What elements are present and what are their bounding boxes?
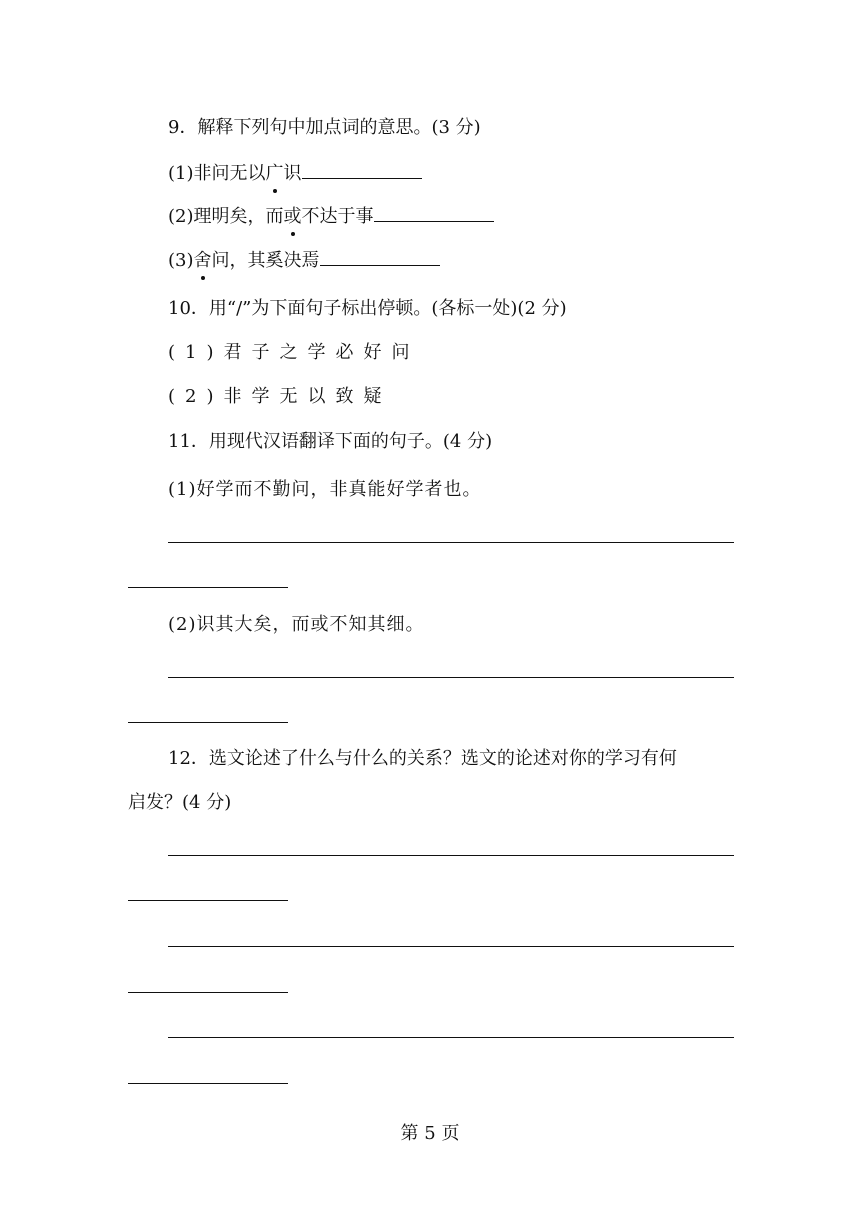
question-10-item-1: (1)君子之学必好问: [168, 342, 420, 363]
dotted-word: 或: [283, 206, 302, 227]
question-11-item-2: (2)识其大矣，而或不知其细。: [168, 614, 425, 635]
item-text: 识: [283, 163, 302, 184]
answer-blank[interactable]: [302, 160, 422, 179]
item-text: (1)非问无以: [168, 163, 266, 184]
answer-line[interactable]: [128, 722, 288, 723]
item-text: 问，其奚决焉: [211, 250, 320, 271]
answer-blank[interactable]: [374, 203, 494, 222]
answer-line[interactable]: [168, 946, 734, 947]
answer-line[interactable]: [128, 587, 288, 588]
question-9-title: 9．解释下列句中加点词的意思。(3 分): [168, 117, 481, 138]
question-11-item-1: (1)好学而不勤问，非真能好学者也。: [168, 479, 482, 500]
answer-blank[interactable]: [320, 247, 440, 266]
answer-line[interactable]: [128, 1083, 288, 1084]
question-9-item-3: [168, 247, 440, 273]
item-text: (3): [168, 250, 194, 271]
question-12-line-1: 12．选文论述了什么与什么的关系？选文的论述对你的学习有何: [168, 748, 677, 769]
answer-line[interactable]: [168, 855, 734, 856]
answer-line[interactable]: [168, 1037, 734, 1038]
answer-line[interactable]: [168, 677, 734, 678]
item-text: (2)理明矣，而: [168, 206, 284, 227]
question-10-title: 10．用“/”为下面句子标出停顿。(各标一处)(2 分): [168, 298, 567, 319]
question-9-item-1: [168, 160, 422, 186]
answer-line[interactable]: [128, 900, 288, 901]
question-11-title: 11．用现代汉语翻译下面的句子。(4 分): [168, 431, 493, 452]
dotted-word: 广: [265, 163, 284, 184]
answer-line[interactable]: [168, 542, 734, 543]
answer-line[interactable]: [128, 992, 288, 993]
question-10-item-2: (2)非学无以致疑: [168, 386, 392, 407]
page-number: 第 5 页: [400, 1123, 460, 1144]
question-12-line-2: 启发？(4 分): [128, 792, 232, 813]
item-text: 不达于事: [301, 206, 374, 227]
dotted-word: 舍: [193, 250, 212, 271]
question-9-item-2: [168, 203, 494, 229]
